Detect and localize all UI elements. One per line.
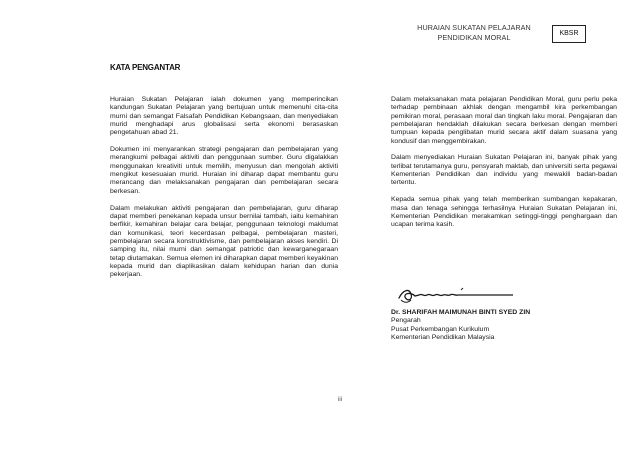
header-line-2: PENDIDIKAN MORAL — [437, 33, 511, 42]
right-paragraph-1: Dalam melaksanakan mata pelajaran Pendidikan Moral, guru perlu peka terhadap pembinaan akhlak dengan mengambil kira perkembangan pemikiran moral, perasaan moral dan tingkah laku moral. Pengajaran dan pembelajaran hendaklah dilakukan secara berkesan dengan memberi tumpuan kepada penglibatan murid secara aktif dalam suasana yang kondusif dan menggembirakan. — [391, 96, 617, 145]
left-paragraph-1: Huraian Sukatan Pelajaran ialah dokumen yang memperincikan kandungan Sukatan Pelajaran yang bertujuan untuk memenuhi cita-cita murni dan semangat Falsafah Pendidikan Kebangsaan, dan menyediakan murid menghadapi arus globalisasi serta ekonomi berasaskan pengetahuan abad 21. — [110, 96, 338, 137]
signatory-org-1: Pusat Perkembangan Kurikulum — [391, 325, 490, 333]
signatory-block — [391, 309, 530, 343]
kbsr-badge: KBSR — [552, 25, 586, 43]
left-paragraph-2: Dokumen ini menyarankan strategi pengajaran dan pembelajaran yang merangkumi pelbagai aktiviti dan penggunaan sumber. Guru digalakkan menggunakan kreativiti untuk memilih, menyusun dan mengolah aktiviti mengikut kesesuaian murid. Huraian ini diharap dapat membantu guru merancang dan melaksanakan pengajaran dan pembelajaran secara berkesan. — [110, 146, 338, 195]
signatory-title: Pengarah — [391, 317, 421, 325]
page-title: KATA PENGANTAR — [110, 63, 181, 72]
document-header — [400, 23, 548, 43]
right-paragraph-3: Kepada semua pihak yang telah memberikan sumbangan kepakaran, masa dan tenaga sehingga terhasilnya Huraian Sukatan Pelajaran ini, Kementerian Pendidikan merakamkan setinggi-tinggi penghargaan dan ucapan terima kasih. — [391, 196, 617, 229]
right-column — [391, 96, 617, 238]
header-line-1: HURAIAN SUKATAN PELAJARAN — [417, 23, 531, 32]
right-paragraph-2: Dalam menyediakan Huraian Sukatan Pelajaran ini, banyak pihak yang terlibat terutamanya guru, pensyarah maktab, dan universiti serta pegawai Kementerian Pendidikan dan individu yang mewakili badan-badan tertentu. — [391, 154, 617, 187]
signatory-name: Dr. SHARIFAH MAIMUNAH BINTI SYED ZIN — [391, 309, 531, 316]
signatory-org-2: Kementerian Pendidikan Malaysia — [391, 334, 495, 342]
page-number: iii — [338, 397, 342, 403]
handwritten-signature — [395, 284, 513, 306]
left-column — [110, 96, 338, 288]
left-paragraph-3: Dalam melakukan aktiviti pengajaran dan pembelajaran, guru diharap dapat memberi penekanan kepada unsur bernilai tambah, iaitu kemahiran berfikir, kemahiran belajar cara belajar, penggunaan teknologi maklumat dan komunikasi, teori kecerdasan pelbagai, pembelajaran masteri, pembelajaran secara konstruktivisme, dan pembelajaran akses kendiri. Di samping itu, nilai murni dan semangat patriotic dan kewarganegaraan tetap diutamakan. Semua elemen ini diharapkan dapat memberi keyakinan kepada murid dan diaplikasikan dalam kehidupan harian dan dunia pekerjaan. — [110, 204, 338, 279]
